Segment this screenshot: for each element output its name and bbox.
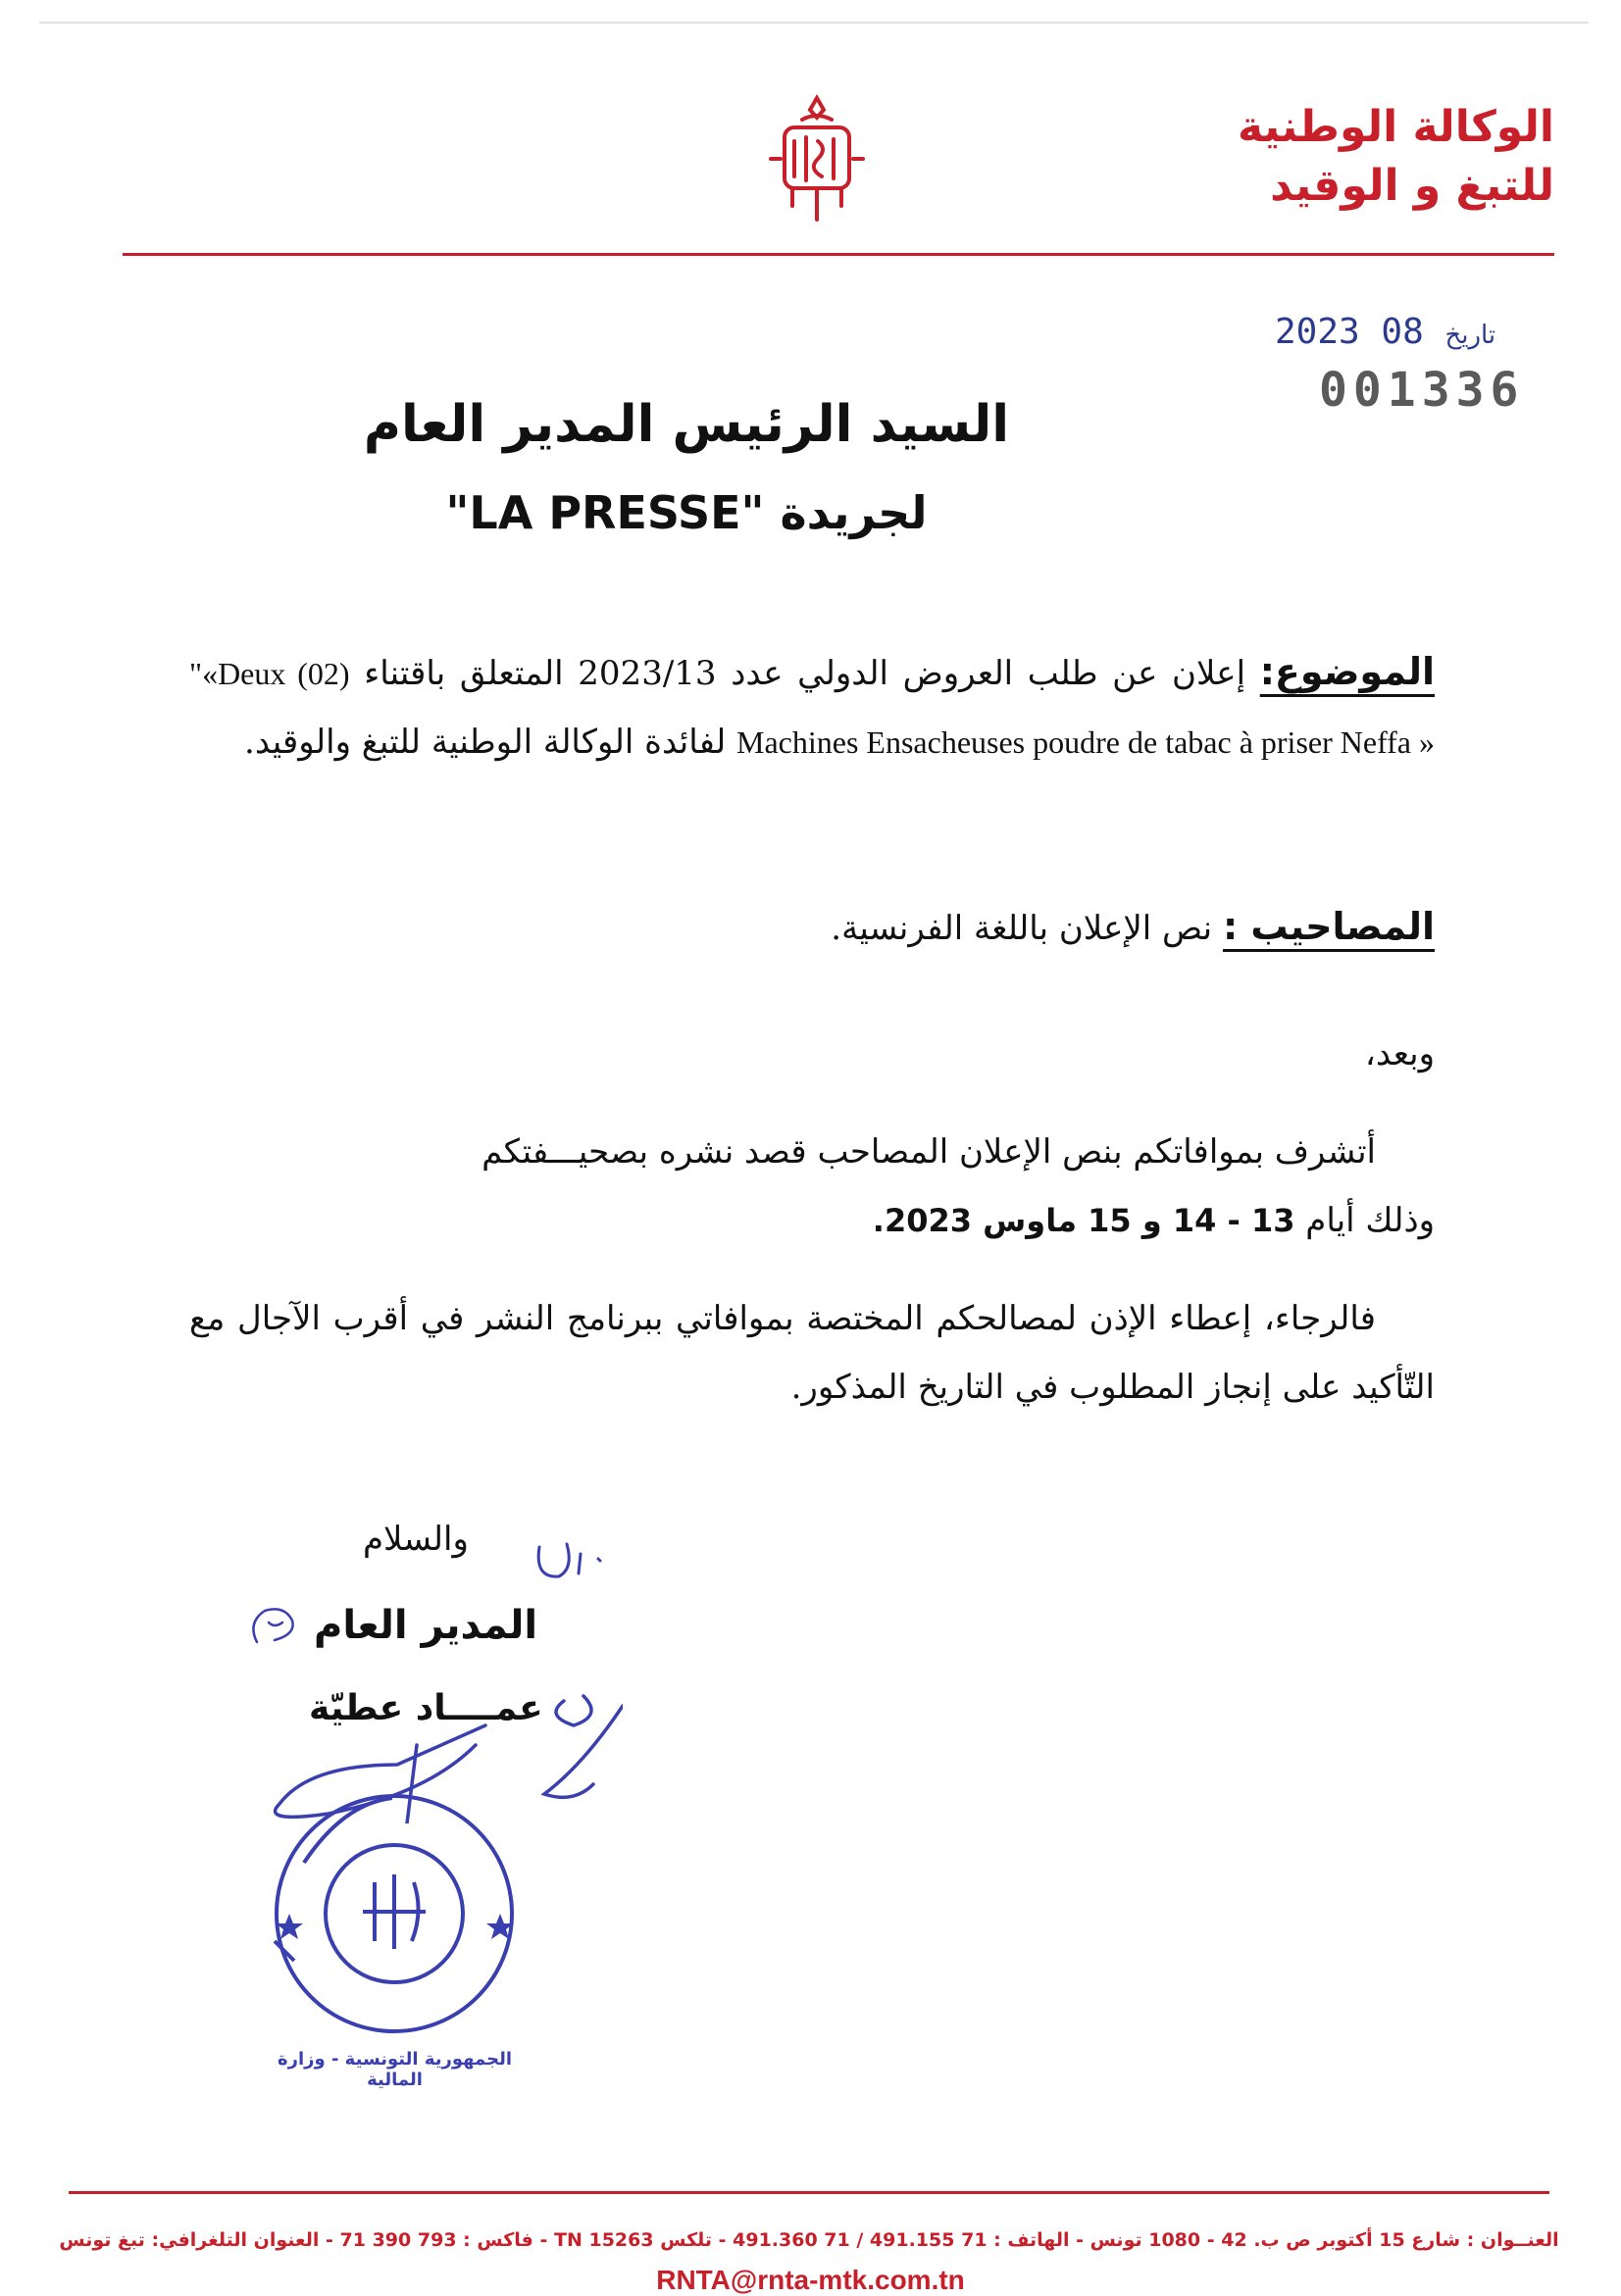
subject-french-title: "«Deux (02) Machines Ensacheuses poudre de tabac à priser Neffa » [189,656,1435,760]
date-stamp [1275,312,1520,352]
top-divider [39,22,1589,24]
organization-name [1238,98,1554,216]
signatory-name: عمــــاد عطيّة [309,1688,543,1728]
date-word: تاريخ [1444,321,1496,350]
footer-address: العنــوان : شارع 15 أكتوبر ص ب. 42 - 1080 تونس - الهاتف : 71 491.155 / 71 491.360 - تلكس 15263 TN - فاكس : 793 390 71 - العنوان التلغرافي: تبغ تونس [59,2229,1559,2251]
footer-email: RNTA@rnta-mtk.com.tn [656,2265,965,2295]
header-divider [123,253,1554,256]
recipient-line1: السيد الرئيس المدير العام [363,395,1010,454]
recipient-block [196,380,1177,557]
organization-name-line1: الوكالة الوطنية [1237,102,1554,152]
initials-mark-icon [530,1529,618,1588]
subject-paragraph [189,637,1435,776]
subject-text-part2: لفائدة الوكالة الوطنية للتبغ والوقيد. [244,723,727,762]
publication-dates: 13 - 14 و 15 ماوس 2023. [872,1202,1295,1239]
official-seal-icon [265,1784,525,2044]
greeting: وبعد، [1364,1034,1435,1073]
subject-text-part1: إعلان عن طلب العروض الدولي عدد 2023/13 المتعلق باقتناء [364,654,1246,693]
footer-divider [69,2191,1549,2194]
organization-name-line2: للتبغ و الوقيد [1270,161,1554,211]
paragraph1-line2-prefix: وذلك أيام [1305,1201,1435,1240]
paragraph1-line1: أتشرف بموافاتكم بنص الإعلان المصاحب قصد نشره بصحيـــفتكم [481,1132,1376,1172]
paraph-mark-icon [245,1603,304,1652]
paragraph-publication-request [189,1118,1435,1255]
closing-salutation: والسلام [363,1520,469,1559]
attachment-label: المصاحيب : [1222,905,1435,948]
paragraph1-line2 [189,1186,1435,1255]
reference-number: 001336 [1319,363,1525,418]
agency-logo-icon [763,90,871,227]
paragraph-authorization-request: فالرجاء، إعطاء الإذن لمصالحكم المختصة بموافاتي ببرنامج النشر في أقرب الآجال مع التّأكيد على إنجاز المطلوب في التاريخ المذكور. [189,1299,1435,1407]
subject-label: الموضوع: [1259,650,1436,693]
attachment-text: نص الإعلان باللغة الفرنسية. [831,909,1213,948]
signatory-title: المدير العام [314,1603,538,1648]
date-year: 2023 [1275,312,1360,352]
attachment-paragraph [189,892,1435,963]
date-day: 08 [1381,312,1424,352]
seal-text: الجمهورية التونسية - وزارة المالية [277,2049,513,2090]
recipient-line2: لجريدة "LA PRESSE" [445,486,928,539]
